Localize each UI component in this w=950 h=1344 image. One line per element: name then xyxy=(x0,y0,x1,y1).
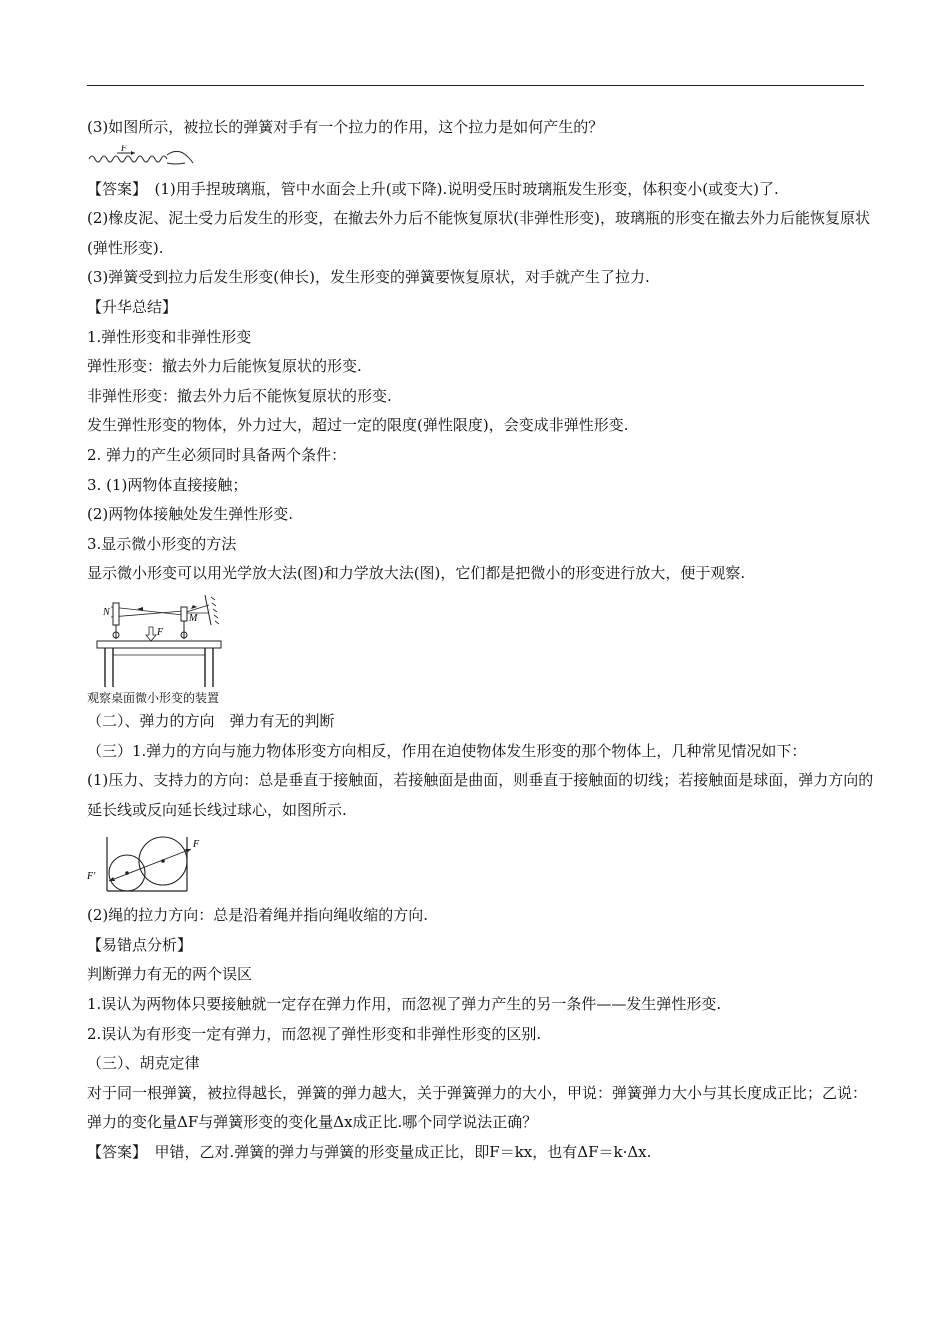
answer-2: (2)橡皮泥、泥土受力后发生的形变，在撤去外力后不能恢复原状(非弹性形变)，玻璃瓶的形变在撤去外力后能恢复原状(弹性形变). xyxy=(87,209,870,257)
summary-line-6: 3. (1)两物体直接接触； xyxy=(87,475,248,494)
section-2-para-3: (2)绳的拉力方向：总是沿着绳并指向绳收缩的方向. xyxy=(87,906,429,925)
section-2-para-2: (1)压力、支持力的方向：总是垂直于接触面，若接触面是曲面，则垂直于接触面的切线；若接触面是球面，弹力方向的延长线或反向延长线过球心，如图所示. xyxy=(87,771,874,819)
errors-line-3: 2.误认为有形变一定有弹力，而忽视了弹性形变和非弹性形变的区别. xyxy=(87,1024,542,1043)
mirror-n-label: N xyxy=(103,606,110,618)
summary-line-2: 弹性形变：撤去外力后能恢复原状的形变. xyxy=(87,357,362,376)
errors-line-1: 判断弹力有无的两个误区 xyxy=(87,965,253,984)
summary-line-7: (2)两物体接触处发生弹性形变. xyxy=(87,505,294,524)
summary-tag: 【升华总结】 xyxy=(87,297,178,316)
section-3-title: （三）、胡克定律 xyxy=(87,1054,200,1073)
spheres-force-figure xyxy=(87,833,207,895)
desk-force-label: F xyxy=(157,626,164,638)
desk-deformation-figure xyxy=(87,595,227,691)
spring-hand-figure xyxy=(87,145,197,169)
header-rule xyxy=(87,85,864,86)
summary-line-3: 非弹性形变：撤去外力后不能恢复原状的形变. xyxy=(87,386,392,405)
force-f-prime-label: F' xyxy=(87,871,96,883)
answer-tag: 【答案】 xyxy=(87,179,140,198)
summary-line-1: 1.弹性形变和非弹性形变 xyxy=(87,327,252,346)
question-3: (3)如图所示，被拉长的弹簧对手有一个拉力的作用，这个拉力是如何产生的？ xyxy=(87,118,604,136)
section-3-answer-tag: 【答案】 xyxy=(87,1143,140,1162)
section-2-title: （二）、弹力的方向 弹力有无的判断 xyxy=(87,711,335,730)
section-3-para-1: 对于同一根弹簧，被拉得越长，弹簧的弹力越大，关于弹簧弹力的大小，甲说：弹簧弹力大小与其长度成正比；乙说：弹力的变化量ΔF与弹簧形变的变化量Δx成正比.哪个同学说法正确？ xyxy=(87,1083,868,1132)
answer-3: (3)弹簧受到拉力后发生形变(伸长)，发生形变的弹簧要恢复原状，对手就产生了拉力. xyxy=(87,268,650,287)
section-3-answer-text: 甲错，乙对.弹簧的弹力与弹簧的形变量成正比，即F＝kx，也有ΔF＝k·Δx. xyxy=(139,1143,652,1162)
summary-line-8: 3.显示微小形变的方法 xyxy=(87,534,237,553)
section-2-para-1: （三）1.弹力的方向与施力物体形变方向相反，作用在迫使物体发生形变的那个物体上，几种常见情况如下： xyxy=(87,741,807,760)
mirror-m-label: M xyxy=(189,612,198,624)
spring-force-label: F xyxy=(121,144,127,153)
force-f-label: F xyxy=(193,839,200,851)
summary-line-4: 发生弹性形变的物体，外力过大，超过一定的限度(弹性限度)，会变成非弹性形变. xyxy=(87,416,629,435)
answer-1: (1)用手捏玻璃瓶，管中水面会上升(或下降).说明受压时玻璃瓶发生形变，体积变小(或变大)了. xyxy=(139,179,779,198)
errors-tag: 【易错点分析】 xyxy=(87,935,193,954)
summary-line-9: 显示微小形变可以用光学放大法(图)和力学放大法(图)，它们都是把微小的形变进行放大，便于观察. xyxy=(87,564,746,583)
document-body xyxy=(87,113,877,1168)
desk-figure-caption: 观察桌面微小形变的装置 xyxy=(87,690,220,705)
summary-line-5: 2. 弹力的产生必须同时具备两个条件： xyxy=(87,445,347,464)
errors-line-2: 1.误认为两物体只要接触就一定存在弹力作用，而忽视了弹力产生的另一条件——发生弹性形变. xyxy=(87,995,722,1014)
